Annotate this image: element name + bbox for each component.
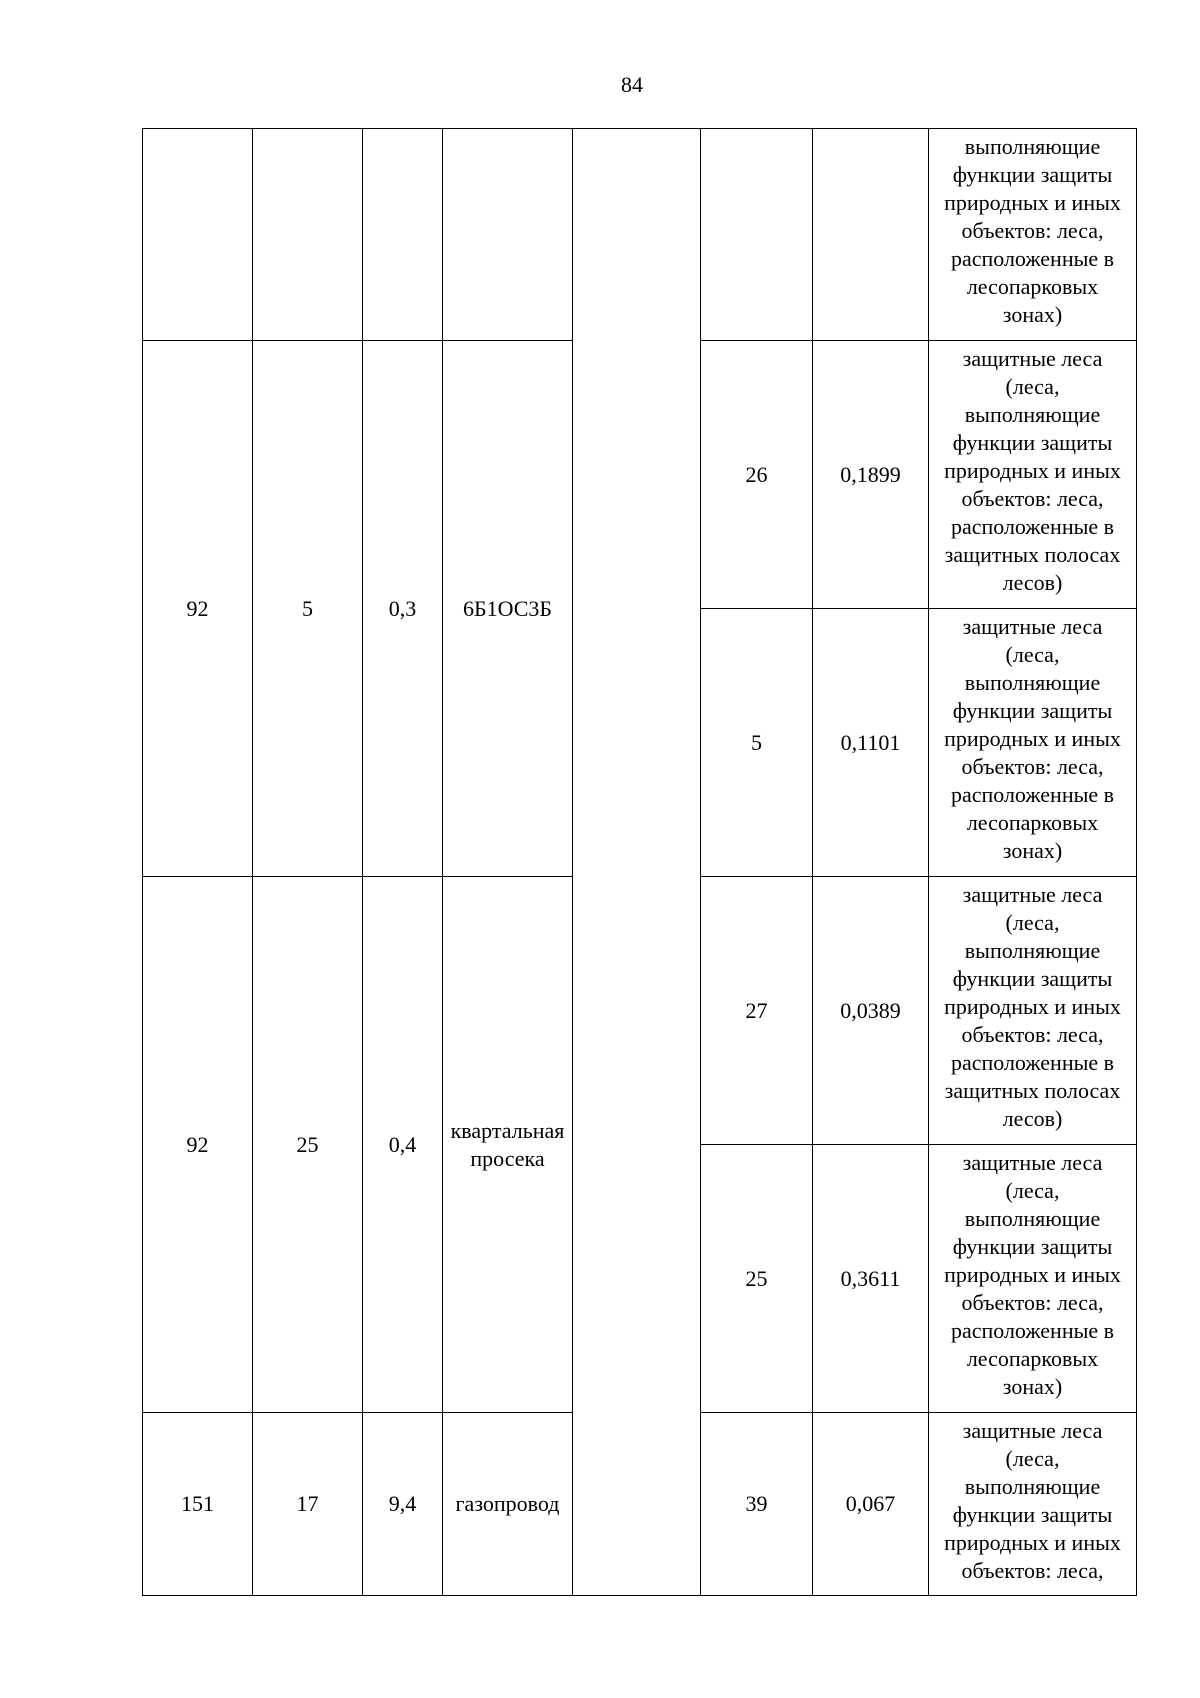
- category-line: лесопарковых: [966, 1346, 1099, 1371]
- category-line: расположенные в: [950, 1050, 1115, 1075]
- category-line: природных и иных: [944, 1530, 1121, 1555]
- category-line: выполняющие: [964, 670, 1101, 695]
- category-line: выполняющие: [964, 134, 1101, 159]
- cell-quarter: 92: [143, 341, 253, 877]
- category-line: (леса,: [1005, 910, 1060, 935]
- category-line: объектов: леса,: [961, 218, 1104, 243]
- cell-category: [929, 129, 1137, 341]
- cell-division-number: 26: [701, 341, 813, 609]
- category-line: выполняющие: [964, 1206, 1101, 1231]
- cell-division: [253, 129, 363, 341]
- cell-quarter: [143, 129, 253, 341]
- category-line: (леса,: [1005, 1446, 1060, 1471]
- category-line: защитные леса: [962, 614, 1103, 639]
- category-line: природных и иных: [944, 994, 1121, 1019]
- category-line: объектов: леса,: [961, 1290, 1104, 1315]
- category-line: защитных полосах: [944, 1078, 1121, 1103]
- category-line: (леса,: [1005, 642, 1060, 667]
- cell-category: [929, 341, 1137, 609]
- cell-division: 17: [253, 1413, 363, 1596]
- cell-division-area: 0,3611: [813, 1145, 929, 1413]
- category-line: расположенные в: [950, 782, 1115, 807]
- category-line: защитные леса: [962, 1418, 1103, 1443]
- category-line: функции защиты: [952, 698, 1113, 723]
- category-line: выполняющие: [964, 1474, 1101, 1499]
- category-line: расположенные в: [950, 246, 1115, 271]
- cell-composition: газопровод: [443, 1413, 573, 1596]
- category-line: природных и иных: [944, 190, 1121, 215]
- category-line: объектов: леса,: [961, 754, 1104, 779]
- cell-composition: 6Б1ОС3Б: [443, 341, 573, 877]
- category-line: природных и иных: [944, 726, 1121, 751]
- category-line: (леса,: [1005, 1178, 1060, 1203]
- cell-division-number: [701, 129, 813, 341]
- cell-area: 9,4: [363, 1413, 443, 1596]
- cell-division: 25: [253, 877, 363, 1413]
- category-line: природных и иных: [944, 1262, 1121, 1287]
- cell-division-number: 27: [701, 877, 813, 1145]
- category-line: (леса,: [1005, 374, 1060, 399]
- cell-category: [929, 1145, 1137, 1413]
- category-line: защитные леса: [962, 346, 1103, 371]
- cell-division: 5: [253, 341, 363, 877]
- cell-division-number: 5: [701, 609, 813, 877]
- category-line: лесопарковых: [966, 274, 1099, 299]
- category-line: природных и иных: [944, 458, 1121, 483]
- category-line: защитные леса: [962, 882, 1103, 907]
- cell-division-area: 0,0389: [813, 877, 929, 1145]
- category-line: защитных полосах: [944, 542, 1121, 567]
- category-line: лесов): [1002, 570, 1063, 595]
- cell-division-area: 0,067: [813, 1413, 929, 1596]
- cell-composition: [443, 129, 573, 341]
- table-row: [143, 129, 1137, 341]
- cell-division-number: 39: [701, 1413, 813, 1596]
- cell-category: [929, 877, 1137, 1145]
- category-line: зонах): [1002, 838, 1063, 863]
- category-line: лесопарковых: [966, 810, 1099, 835]
- category-line: функции защиты: [952, 1234, 1113, 1259]
- cell-quarter: 92: [143, 877, 253, 1413]
- cell-category: [929, 609, 1137, 877]
- category-line: функции защиты: [952, 430, 1113, 455]
- cell-composition: квартальная просека: [443, 877, 573, 1413]
- cell-division-area: 0,1101: [813, 609, 929, 877]
- cell-category: [929, 1413, 1137, 1596]
- cell-area: 0,3: [363, 341, 443, 877]
- cell-division-area: [813, 129, 929, 341]
- category-line: функции защиты: [952, 162, 1113, 187]
- category-line: функции защиты: [952, 966, 1113, 991]
- category-line: функции защиты: [952, 1502, 1113, 1527]
- cell-division-number: 25: [701, 1145, 813, 1413]
- category-line: выполняющие: [964, 402, 1101, 427]
- cell-merged-blank: [573, 129, 701, 1596]
- category-line: расположенные в: [950, 514, 1115, 539]
- cell-quarter: 151: [143, 1413, 253, 1596]
- category-line: зонах): [1002, 302, 1063, 327]
- allotment-table: [142, 128, 1137, 1596]
- category-line: выполняющие: [964, 938, 1101, 963]
- category-line: зонах): [1002, 1374, 1063, 1399]
- cell-division-area: 0,1899: [813, 341, 929, 609]
- category-line: лесов): [1002, 1106, 1063, 1131]
- cell-area: [363, 129, 443, 341]
- category-line: объектов: леса,: [961, 1558, 1104, 1583]
- category-line: защитные леса: [962, 1150, 1103, 1175]
- category-line: расположенные в: [950, 1318, 1115, 1343]
- category-line: объектов: леса,: [961, 486, 1104, 511]
- cell-area: 0,4: [363, 877, 443, 1413]
- page-number: 84: [621, 72, 643, 97]
- category-line: объектов: леса,: [961, 1022, 1104, 1047]
